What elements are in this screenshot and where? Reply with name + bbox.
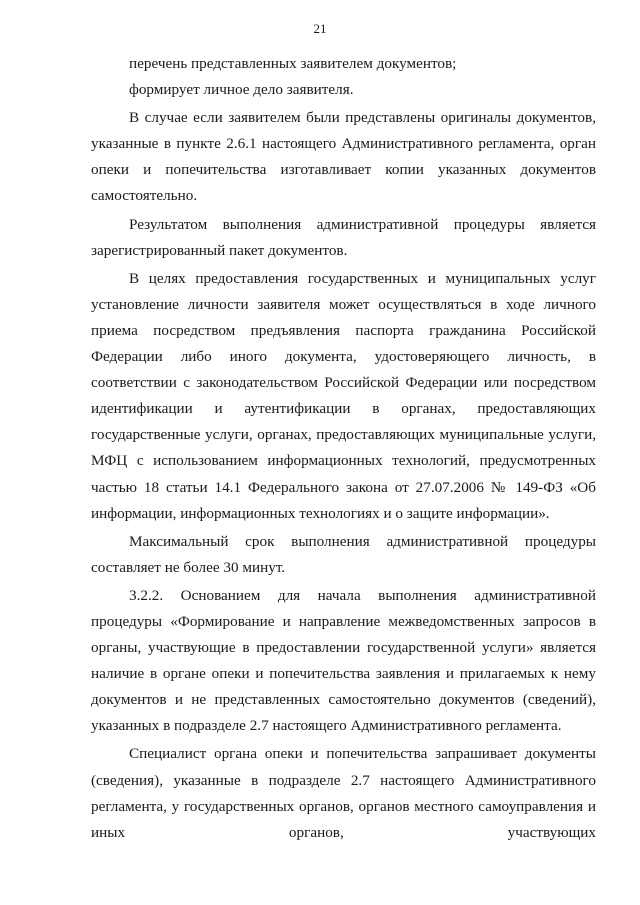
- paragraph-specialist-requests: Специалист органа опеки и попечительства запрашивает документы (сведения), указанные в подразделе 2.7 настоящего Административного регламента, у государственных органов, органов местного самоуправления и иных органов, участвующих: [91, 745, 596, 841]
- paragraph-max-duration: Максимальный срок выполнения административной процедуры составляет не более 30 минут.: [91, 532, 596, 576]
- paragraph-identity-verification: В целях предоставления государственных и муниципальных услуг установление личности заявителя может осуществляться в ходе личного приема посредством предъявления паспорта гражданина Российской Федерации либо иного документа, удостоверяющего личность, в соответствии с законодательством Российской Федерации или посредством идентификации и аутентификации в органах, предоставляющих государственные услуги, органах, предоставляющих муниципальные услуги, МФЦ с использованием информационных технологий, предусмотренных частью 18 статьи 14.1 Федерального закона от 27.07.2006 № 149-ФЗ «Об информации, информационных технологиях и о защите информации».: [91, 269, 596, 522]
- document-body: [91, 51, 596, 846]
- page-number: 21: [313, 21, 327, 36]
- paragraph-section-3-2-2: 3.2.2. Основанием для начала выполнения административной процедуры «Формирование и направление межведомственных запросов в органы, участвующие в предоставлении государственной услуги» является наличие в органе опеки и попечительства заявления и прилагаемых к нему документов и не представленных самостоятельно документов (сведений), указанных в подразделе 2.7 настоящего Административного регламента.: [91, 586, 596, 735]
- paragraph-documents-list: перечень представленных заявителем документов;: [129, 55, 457, 72]
- paragraph-personal-file: формирует личное дело заявителя.: [129, 81, 354, 99]
- paragraph-originals-copies: В случае если заявителем были представлены оригиналы документов, указанные в пункте 2.6.1 настоящего Административного регламента, орган опеки и попечительства изготавливает копии указанных документов самостоятельно.: [91, 109, 596, 205]
- paragraph-procedure-result: Результатом выполнения административной процедуры является зарегистрированный пакет документов.: [91, 215, 596, 259]
